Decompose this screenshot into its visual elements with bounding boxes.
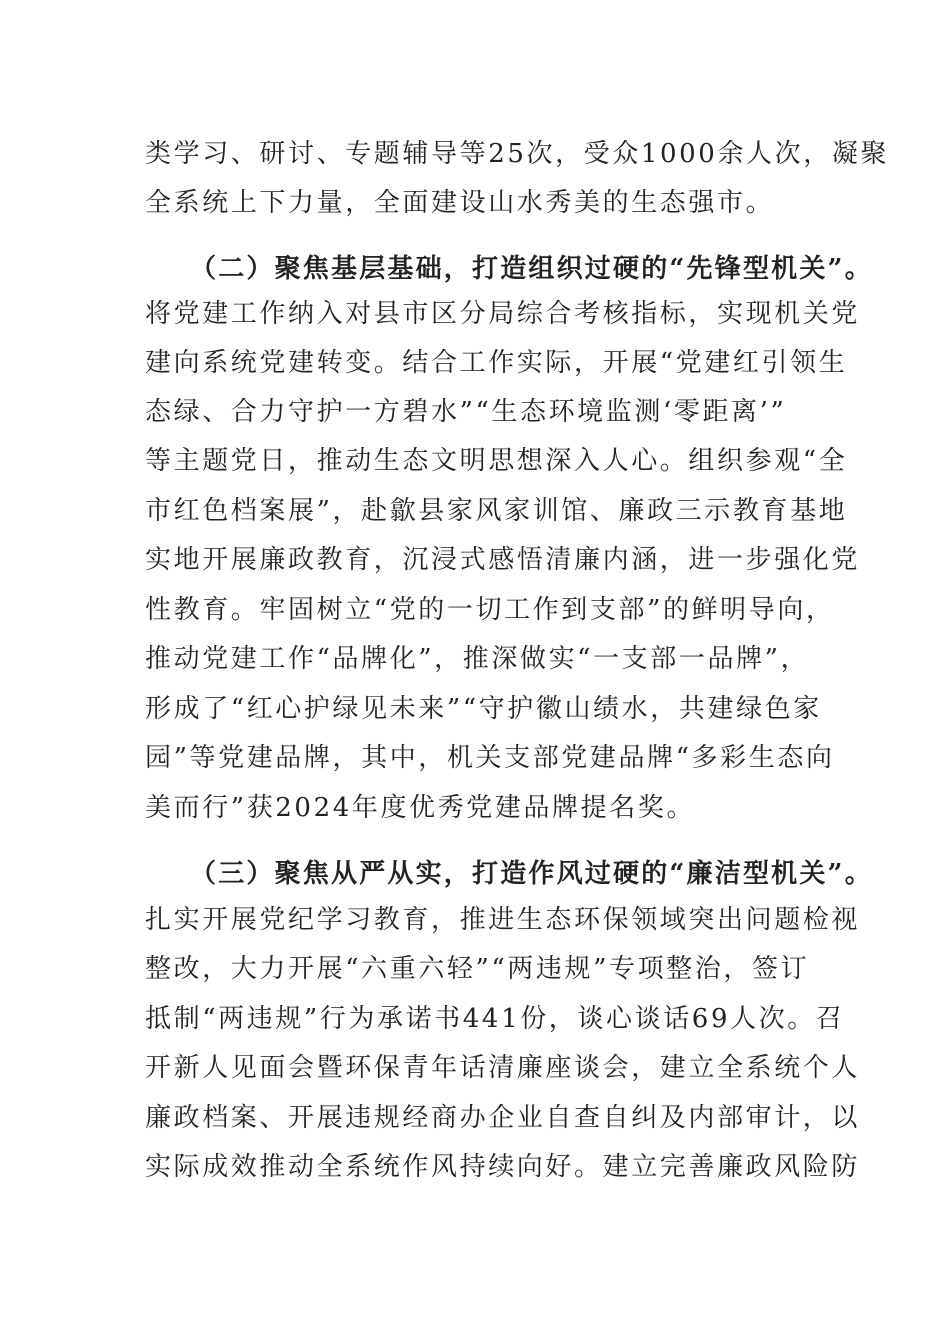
section-heading: （三）聚焦从严从实，打造作风过硬的“廉洁型机关”。 bbox=[190, 859, 873, 889]
paragraph-line: 性教育。牢固树立“党的一切工作到支部”的鲜明导向， bbox=[145, 595, 835, 625]
paragraph-line: 开新人见面会暨环保青年话清廉座谈会，建立全系统个人 bbox=[145, 1053, 861, 1083]
paragraph-line: 廉政档案、开展违规经商办企业自查自纠及内部审计，以 bbox=[145, 1103, 861, 1133]
paragraph-line: 推动党建工作“品牌化”，推深做实“一支部一品牌”， bbox=[145, 644, 810, 674]
paragraph-line: 将党建工作纳入对县市区分局综合考核指标，实现机关党 bbox=[145, 299, 861, 329]
paragraph-line: 扎实开展党纪学习教育，推进生态环保领域突出问题检视 bbox=[145, 905, 861, 935]
paragraph-line: 实地开展廉政教育，沉浸式感悟清廉内涵，进一步强化党 bbox=[145, 545, 861, 575]
paragraph-line: 建向系统党建转变。结合工作实际，开展“党建红引领生 bbox=[145, 348, 848, 378]
paragraph-line: 态绿、合力守护一方碧水”“生态环境监测‘零距离’” bbox=[145, 397, 787, 427]
paragraph-line: 园”等党建品牌，其中，机关支部党建品牌“多彩生态向 bbox=[145, 743, 835, 773]
paragraph-line: 等主题党日，推动生态文明思想深入人心。组织参观“全 bbox=[145, 446, 848, 476]
section-heading: （二）聚焦基层基础，打造组织过硬的“先锋型机关”。 bbox=[190, 254, 873, 284]
paragraph-line: 实际成效推动全系统作风持续向好。建立完善廉政风险防 bbox=[145, 1152, 861, 1182]
paragraph-line: 整改，大力开展“六重六轻”“两违规”专项整治，签订 bbox=[145, 954, 810, 984]
paragraph-line: 市红色档案展”，赴歙县家风家训馆、廉政三示教育基地 bbox=[145, 496, 848, 526]
paragraph-line: 类学习、研讨、专题辅导等25次，受众1000余人次，凝聚 bbox=[145, 139, 890, 169]
paragraph-line: 美而行”获2024年度优秀党建品牌提名奖。 bbox=[145, 793, 696, 823]
paragraph-line: 形成了“红心护绿见未来”“守护徽山绩水，共建绿色家 bbox=[145, 694, 822, 724]
paragraph-line: 全系统上下力量，全面建设山水秀美的生态强市。 bbox=[145, 188, 775, 218]
paragraph-line: 抵制“两违规”行为承诺书441份，谈心谈话69人次。召 bbox=[145, 1004, 845, 1034]
